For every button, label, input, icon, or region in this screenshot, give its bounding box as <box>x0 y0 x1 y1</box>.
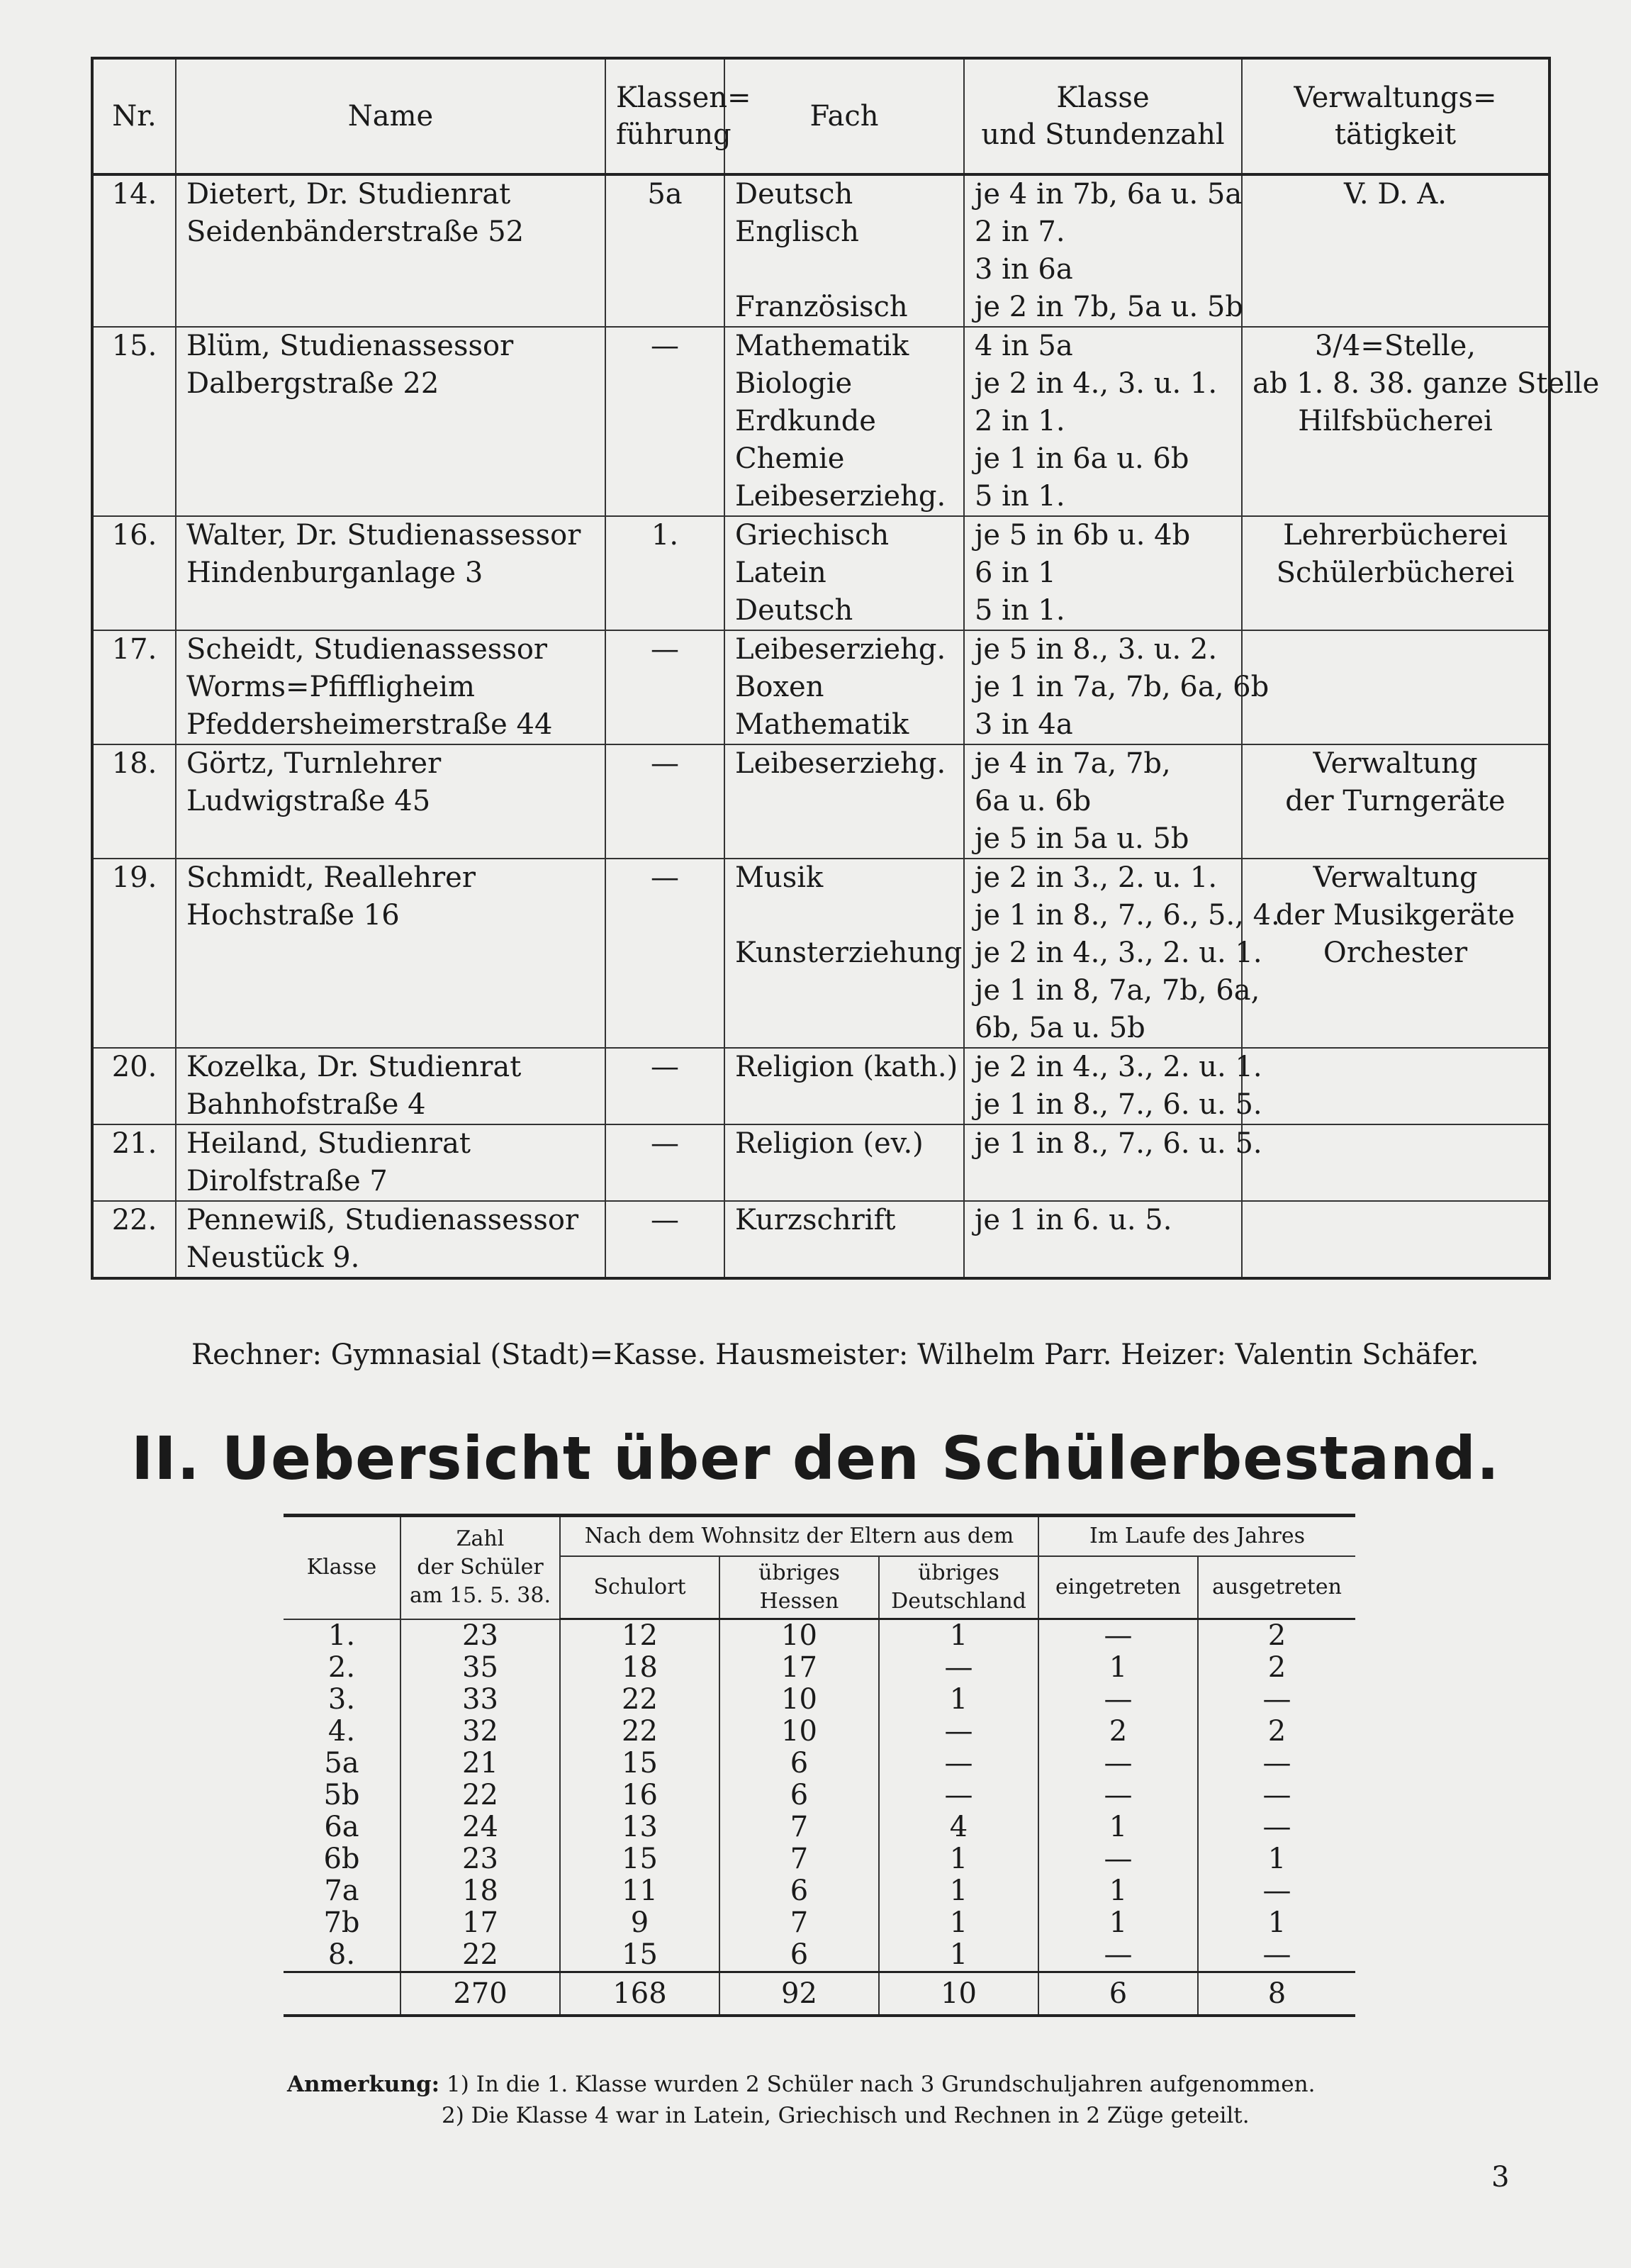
staff-stunden: je 1 in 6. u. 5. <box>964 1201 1242 1278</box>
cell-hessen: 17 <box>719 1652 879 1684</box>
staff-fach: Religion (ev.) <box>724 1124 964 1201</box>
header-klassenfuehrung: Klassen= führung <box>605 58 724 174</box>
student-row <box>284 1684 1355 1716</box>
cell-eingetreten: — <box>1038 1939 1198 1972</box>
staff-row <box>92 630 1549 744</box>
cell-eingetreten: 1 <box>1038 1875 1198 1907</box>
cell-schulort: 22 <box>560 1684 719 1716</box>
cell-schulort: 22 <box>560 1716 719 1748</box>
cell-hessen: 6 <box>719 1875 879 1907</box>
cell-ausgetreten: 1 <box>1198 1907 1355 1939</box>
staff-row <box>92 327 1549 516</box>
staff-table <box>91 57 1600 1280</box>
cell-deutschland: 1 <box>879 1939 1038 1972</box>
staff-stunden: 4 in 5a je 2 in 4., 3. u. 1. 2 in 1. je 1 in 6a u. 6b 5 in 1. <box>964 327 1242 516</box>
section-title: II. Uebersicht über den Schülerbestand. <box>131 1424 1500 1493</box>
staff-nr: 19. <box>92 859 176 1048</box>
staff-name: Kozelka, Dr. Studienrat Bahnhofstraße 4 <box>176 1048 605 1124</box>
student-row <box>284 1811 1355 1843</box>
student-totals-row <box>284 1972 1355 2016</box>
cell-klasse: 6a <box>284 1811 400 1843</box>
cell-ausgetreten: 2 <box>1198 1652 1355 1684</box>
total-deutschland: 10 <box>879 1972 1038 2016</box>
cell-ausgetreten: — <box>1198 1684 1355 1716</box>
staff-klassenfuehrung: 1. <box>605 516 724 630</box>
staff-row <box>92 1048 1549 1124</box>
staff-row <box>92 744 1549 859</box>
cell-klasse: 7a <box>284 1875 400 1907</box>
header-ausgetreten: ausgetreten <box>1198 1556 1355 1619</box>
cell-klasse: 5b <box>284 1780 400 1811</box>
student-row <box>284 1748 1355 1780</box>
cell-schulort: 11 <box>560 1875 719 1907</box>
cell-ausgetreten: — <box>1198 1748 1355 1780</box>
student-row <box>284 1619 1355 1653</box>
cell-ausgetreten: — <box>1198 1811 1355 1843</box>
staff-klassenfuehrung: 5a <box>605 174 724 327</box>
staff-stunden: je 5 in 8., 3. u. 2. je 1 in 7a, 7b, 6a, 6b 3 in 4a <box>964 630 1242 744</box>
staff-klassenfuehrung: — <box>605 1048 724 1124</box>
cell-schulort: 15 <box>560 1939 719 1972</box>
staff-row <box>92 1124 1549 1201</box>
student-row <box>284 1875 1355 1907</box>
student-table-header-top <box>284 1516 1355 1557</box>
student-row <box>284 1652 1355 1684</box>
header-wohnsitz: Nach dem Wohnsitz der Eltern aus dem <box>560 1516 1038 1557</box>
cell-zahl: 35 <box>400 1652 560 1684</box>
cell-ausgetreten: 2 <box>1198 1619 1355 1653</box>
cell-hessen: 10 <box>719 1619 879 1653</box>
cell-eingetreten: 2 <box>1038 1716 1198 1748</box>
cell-zahl: 22 <box>400 1939 560 1972</box>
staff-klassenfuehrung: — <box>605 1201 724 1278</box>
student-row <box>284 1780 1355 1811</box>
staff-nr: 17. <box>92 630 176 744</box>
cell-deutschland: — <box>879 1748 1038 1780</box>
cell-deutschland: 1 <box>879 1684 1038 1716</box>
cell-eingetreten: 1 <box>1038 1907 1198 1939</box>
staff-table-body <box>92 174 1600 1278</box>
cell-hessen: 10 <box>719 1684 879 1716</box>
cell-eingetreten: — <box>1038 1684 1198 1716</box>
cell-ausgetreten: — <box>1198 1875 1355 1907</box>
header-schulort: Schulort <box>560 1556 719 1619</box>
cell-klasse: 7b <box>284 1907 400 1939</box>
staff-nr: 15. <box>92 327 176 516</box>
staff-row <box>92 174 1549 327</box>
staff-fach: Deutsch Englisch Französisch <box>724 174 964 327</box>
cell-zahl: 23 <box>400 1843 560 1875</box>
staff-verwaltung <box>1242 1201 1549 1278</box>
staff-row <box>92 516 1549 630</box>
staff-stunden: je 2 in 4., 3., 2. u. 1. je 1 in 8., 7., 6. u. 5. <box>964 1048 1242 1124</box>
student-row <box>284 1716 1355 1748</box>
cell-hessen: 7 <box>719 1811 879 1843</box>
cell-deutschland: — <box>879 1780 1038 1811</box>
cell-deutschland: 4 <box>879 1811 1038 1843</box>
cell-deutschland: 1 <box>879 1875 1038 1907</box>
cell-ausgetreten: 2 <box>1198 1716 1355 1748</box>
staff-verwaltung: Verwaltung der Turngeräte <box>1242 744 1549 859</box>
staff-name: Heiland, Studienrat Dirolfstraße 7 <box>176 1124 605 1201</box>
total-zahl: 270 <box>400 1972 560 2016</box>
cell-deutschland: — <box>879 1716 1038 1748</box>
staff-fach: Kurzschrift <box>724 1201 964 1278</box>
header-name: Name <box>176 58 605 174</box>
cell-hessen: 7 <box>719 1843 879 1875</box>
cell-schulort: 15 <box>560 1843 719 1875</box>
cell-ausgetreten: — <box>1198 1939 1355 1972</box>
cell-eingetreten: — <box>1038 1619 1198 1653</box>
student-table-body <box>284 1619 1355 2016</box>
cell-deutschland: 1 <box>879 1843 1038 1875</box>
staff-name: Blüm, Studienassessor Dalbergstraße 22 <box>176 327 605 516</box>
staff-nr: 22. <box>92 1201 176 1278</box>
cell-zahl: 17 <box>400 1907 560 1939</box>
total-klasse <box>284 1972 400 2016</box>
cell-schulort: 13 <box>560 1811 719 1843</box>
cell-ausgetreten: — <box>1198 1780 1355 1811</box>
note-1: Anmerkung: 1) In die 1. Klasse wurden 2 Schüler nach 3 Grundschuljahren aufgenommen. <box>287 2072 1316 2097</box>
staff-stunden: je 4 in 7b, 6a u. 5a 2 in 7. 3 in 6a je 2 in 7b, 5a u. 5b <box>964 174 1242 327</box>
cell-schulort: 16 <box>560 1780 719 1811</box>
cell-schulort: 18 <box>560 1652 719 1684</box>
cell-hessen: 6 <box>719 1939 879 1972</box>
note-2: 2) Die Klasse 4 war in Latein, Griechisch und Rechnen in 2 Züge geteilt. <box>442 2103 1250 2128</box>
cell-klasse: 8. <box>284 1939 400 1972</box>
cell-eingetreten: 1 <box>1038 1652 1198 1684</box>
cell-klasse: 3. <box>284 1684 400 1716</box>
staff-verwaltung <box>1242 1048 1549 1124</box>
total-eingetreten: 6 <box>1038 1972 1198 2016</box>
cell-zahl: 23 <box>400 1619 560 1653</box>
cell-eingetreten: — <box>1038 1780 1198 1811</box>
staff-klassenfuehrung: — <box>605 1124 724 1201</box>
staff-klassenfuehrung: — <box>605 630 724 744</box>
cell-klasse: 6b <box>284 1843 400 1875</box>
staff-nr: 16. <box>92 516 176 630</box>
staff-row <box>92 859 1549 1048</box>
student-table <box>284 1514 1355 2017</box>
staff-stunden: je 5 in 6b u. 4b 6 in 1 5 in 1. <box>964 516 1242 630</box>
header-zahl: Zahl der Schüler am 15. 5. 38. <box>400 1516 560 1619</box>
cell-ausgetreten: 1 <box>1198 1843 1355 1875</box>
staff-verwaltung <box>1242 630 1549 744</box>
cell-zahl: 24 <box>400 1811 560 1843</box>
cell-klasse: 5a <box>284 1748 400 1780</box>
staff-fach: Leibeserziehg. Boxen Mathematik <box>724 630 964 744</box>
staff-klassenfuehrung: — <box>605 744 724 859</box>
staff-nr: 14. <box>92 174 176 327</box>
staff-verwaltung <box>1242 1124 1549 1201</box>
header-eingetreten: eingetreten <box>1038 1556 1198 1619</box>
staff-verwaltung: V. D. A. <box>1242 174 1549 327</box>
cell-deutschland: — <box>879 1652 1038 1684</box>
staff-fach: Griechisch Latein Deutsch <box>724 516 964 630</box>
staff-klassenfuehrung: — <box>605 859 724 1048</box>
cell-eingetreten: — <box>1038 1843 1198 1875</box>
cell-hessen: 7 <box>719 1907 879 1939</box>
staff-fach: Leibeserziehg. <box>724 744 964 859</box>
cell-schulort: 9 <box>560 1907 719 1939</box>
staff-name: Scheidt, Studienassessor Worms=Pfiffligheim Pfeddersheimerstraße 44 <box>176 630 605 744</box>
cell-zahl: 22 <box>400 1780 560 1811</box>
staff-name: Dietert, Dr. Studienrat Seidenbänderstraße 52 <box>176 174 605 327</box>
staff-nr: 18. <box>92 744 176 859</box>
staff-name: Walter, Dr. Studienassessor Hindenburganlage 3 <box>176 516 605 630</box>
student-row <box>284 1907 1355 1939</box>
staff-note: Rechner: Gymnasial (Stadt)=Kasse. Hausmeister: Wilhelm Parr. Heizer: Valentin Schäfer. <box>191 1339 1479 1371</box>
cell-klasse: 4. <box>284 1716 400 1748</box>
staff-stunden: je 4 in 7a, 7b, 6a u. 6b je 5 in 5a u. 5b <box>964 744 1242 859</box>
cell-hessen: 10 <box>719 1716 879 1748</box>
cell-eingetreten: — <box>1038 1748 1198 1780</box>
header-verwaltungstaetigkeit: Verwaltungs= tätigkeit <box>1242 58 1549 174</box>
staff-name: Görtz, Turnlehrer Ludwigstraße 45 <box>176 744 605 859</box>
staff-nr: 21. <box>92 1124 176 1201</box>
staff-stunden: je 1 in 8., 7., 6. u. 5. <box>964 1124 1242 1201</box>
header-nr: Nr. <box>92 58 176 174</box>
cell-deutschland: 1 <box>879 1619 1038 1653</box>
student-row <box>284 1939 1355 1972</box>
staff-fach: Musik Kunsterziehung <box>724 859 964 1048</box>
staff-verwaltung: 3/4=Stelle, ab 1. 8. 38. ganze Stelle Hilfsbücherei <box>1242 327 1549 516</box>
cell-zahl: 18 <box>400 1875 560 1907</box>
staff-fach: Mathematik Biologie Erdkunde Chemie Leibeserziehg. <box>724 327 964 516</box>
notes-label: Anmerkung: <box>287 2072 440 2097</box>
staff-name: Schmidt, Reallehrer Hochstraße 16 <box>176 859 605 1048</box>
student-row <box>284 1843 1355 1875</box>
cell-hessen: 6 <box>719 1780 879 1811</box>
header-klasse: Klasse <box>284 1516 400 1619</box>
total-ausgetreten: 8 <box>1198 1972 1355 2016</box>
header-deutschland: übriges Deutschland <box>879 1556 1038 1619</box>
cell-zahl: 33 <box>400 1684 560 1716</box>
staff-verwaltung: Verwaltung der Musikgeräte Orchester <box>1242 859 1549 1048</box>
cell-schulort: 15 <box>560 1748 719 1780</box>
notes <box>287 2069 1492 2131</box>
total-schulort: 168 <box>560 1972 719 2016</box>
cell-zahl: 32 <box>400 1716 560 1748</box>
cell-eingetreten: 1 <box>1038 1811 1198 1843</box>
page-number: 3 <box>1491 2161 1510 2194</box>
cell-zahl: 21 <box>400 1748 560 1780</box>
cell-klasse: 2. <box>284 1652 400 1684</box>
staff-row <box>92 1201 1549 1278</box>
staff-stunden: je 2 in 3., 2. u. 1. je 1 in 8., 7., 6., 5., 4. je 2 in 4., 3., 2. u. 1. je 1 in 8, 7a, 7b, 6a, 6b, 5a u. 5b <box>964 859 1242 1048</box>
cell-hessen: 6 <box>719 1748 879 1780</box>
header-klasse-stundenzahl: Klasse und Stundenzahl <box>964 58 1242 174</box>
header-laufe: Im Laufe des Jahres <box>1038 1516 1355 1557</box>
cell-klasse: 1. <box>284 1619 400 1653</box>
staff-nr: 20. <box>92 1048 176 1124</box>
staff-table-header <box>92 58 1549 174</box>
staff-verwaltung: Lehrerbücherei Schülerbücherei <box>1242 516 1549 630</box>
header-hessen: übriges Hessen <box>719 1556 879 1619</box>
cell-schulort: 12 <box>560 1619 719 1653</box>
total-hessen: 92 <box>719 1972 879 2016</box>
staff-name: Pennewiß, Studienassessor Neustück 9. <box>176 1201 605 1278</box>
header-fach: Fach <box>724 58 964 174</box>
staff-klassenfuehrung: — <box>605 327 724 516</box>
cell-deutschland: 1 <box>879 1907 1038 1939</box>
staff-fach: Religion (kath.) <box>724 1048 964 1124</box>
